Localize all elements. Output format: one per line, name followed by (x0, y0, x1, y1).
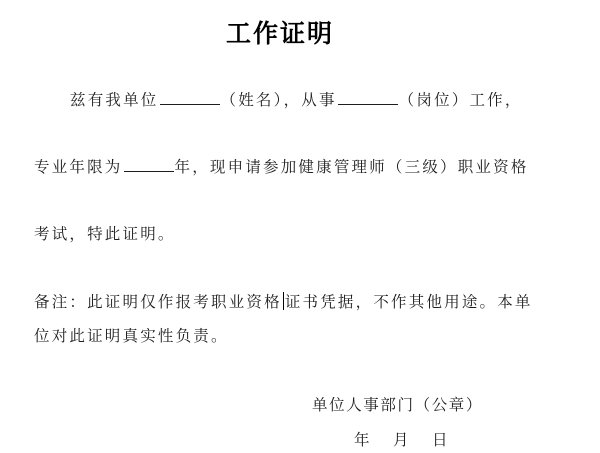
position-blank[interactable] (338, 90, 398, 105)
para1-name-hint: （姓名），从事 (220, 91, 337, 109)
text-cursor (283, 292, 284, 310)
paragraph-1 (70, 88, 523, 110)
paragraph-2 (34, 155, 529, 177)
signature-date: 年 月 日 (354, 431, 452, 449)
para2-prefix: 专业年限为 (34, 158, 123, 176)
note-line1-before-cursor: 备注：此证明仅作报考职业资格 (34, 293, 282, 311)
name-blank[interactable] (160, 90, 220, 105)
note-line-1 (34, 290, 533, 312)
signature-department: 单位人事部门（公章） (312, 396, 484, 414)
paragraph-3: 考试，特此证明。 (34, 225, 176, 243)
para1-prefix: 兹有我单位 (70, 91, 159, 109)
note-line-2: 位对此证明真实性负责。 (34, 327, 229, 345)
para2-suffix: 年，现申请参加健康管理师（三级）职业资格 (174, 158, 529, 176)
years-blank[interactable] (124, 157, 174, 172)
note-line1-after-cursor: 证书凭据，不作其他用途。本单 (284, 293, 533, 311)
para1-position-hint: （岗位）工作， (398, 91, 523, 109)
document-title: 工作证明 (225, 19, 334, 48)
